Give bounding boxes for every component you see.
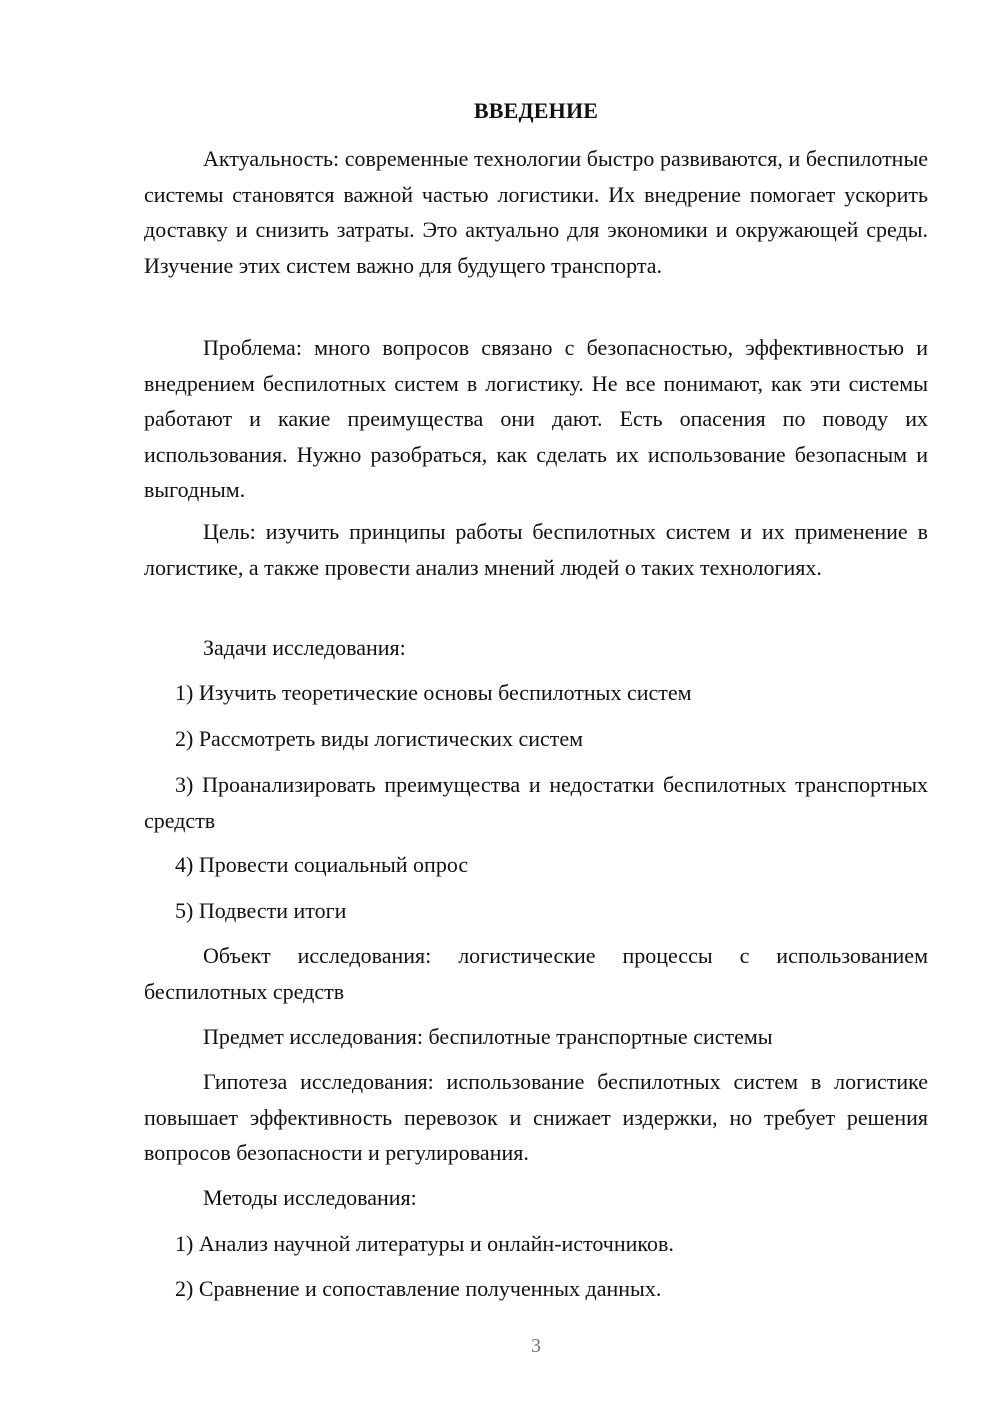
paragraph-goal: Цель: изучить принципы работы беспилотных систем и их применение в логистике, а также провести анализ мнений людей о таких технологиях. (144, 519, 928, 580)
paragraph-subject: Предмет исследования: беспилотные транспортные системы (203, 1024, 773, 1049)
paragraph-hypothesis: Гипотеза исследования: использование беспилотных систем в логистике повышает эффективность перевозок и снижает издержки, но требует решения вопросов безопасности и регулирования. (144, 1069, 928, 1165)
paragraph-relevance: Актуальность: современные технологии быстро развиваются, и беспилотные системы становятся важной частью логистики. Их внедрение помогает ускорить доставку и снизить затраты. Это актуально для экономики и окружающей среды. Изучение этих систем важно для будущего транспорта. (144, 146, 928, 278)
method-item-2: 2) Сравнение и сопоставление полученных данных. (175, 1276, 662, 1301)
task-item-2: 2) Рассмотреть виды логистических систем (175, 726, 584, 751)
task-item-1: 1) Изучить теоретические основы беспилотных систем (175, 680, 692, 705)
task-item-4: 4) Провести социальный опрос (175, 852, 469, 877)
page-number: 3 (531, 1335, 541, 1357)
paragraph-tasks-heading: Задачи исследования: (203, 635, 406, 660)
paragraph-methods-heading: Методы исследования: (203, 1185, 417, 1210)
paragraph-problem: Проблема: много вопросов связано с безопасностью, эффективностью и внедрением беспилотных систем в логистику. Не все понимают, как эти системы работают и какие преимущества они дают. Есть опасения по поводу их использования. Нужно разобраться, как сделать их использование безопасным и выгодным. (144, 335, 928, 502)
paragraph-object: Объект исследования: логистические процессы с использованием беспилотных средств (144, 943, 928, 1004)
task-item-5: 5) Подвести итоги (175, 898, 347, 923)
page-title: ВВЕДЕНИЕ (473, 98, 599, 123)
task-item-3: 3) Проанализировать преимущества и недостатки беспилотных транспортных средств (144, 772, 928, 833)
method-item-1: 1) Анализ научной литературы и онлайн-источников. (175, 1231, 674, 1256)
